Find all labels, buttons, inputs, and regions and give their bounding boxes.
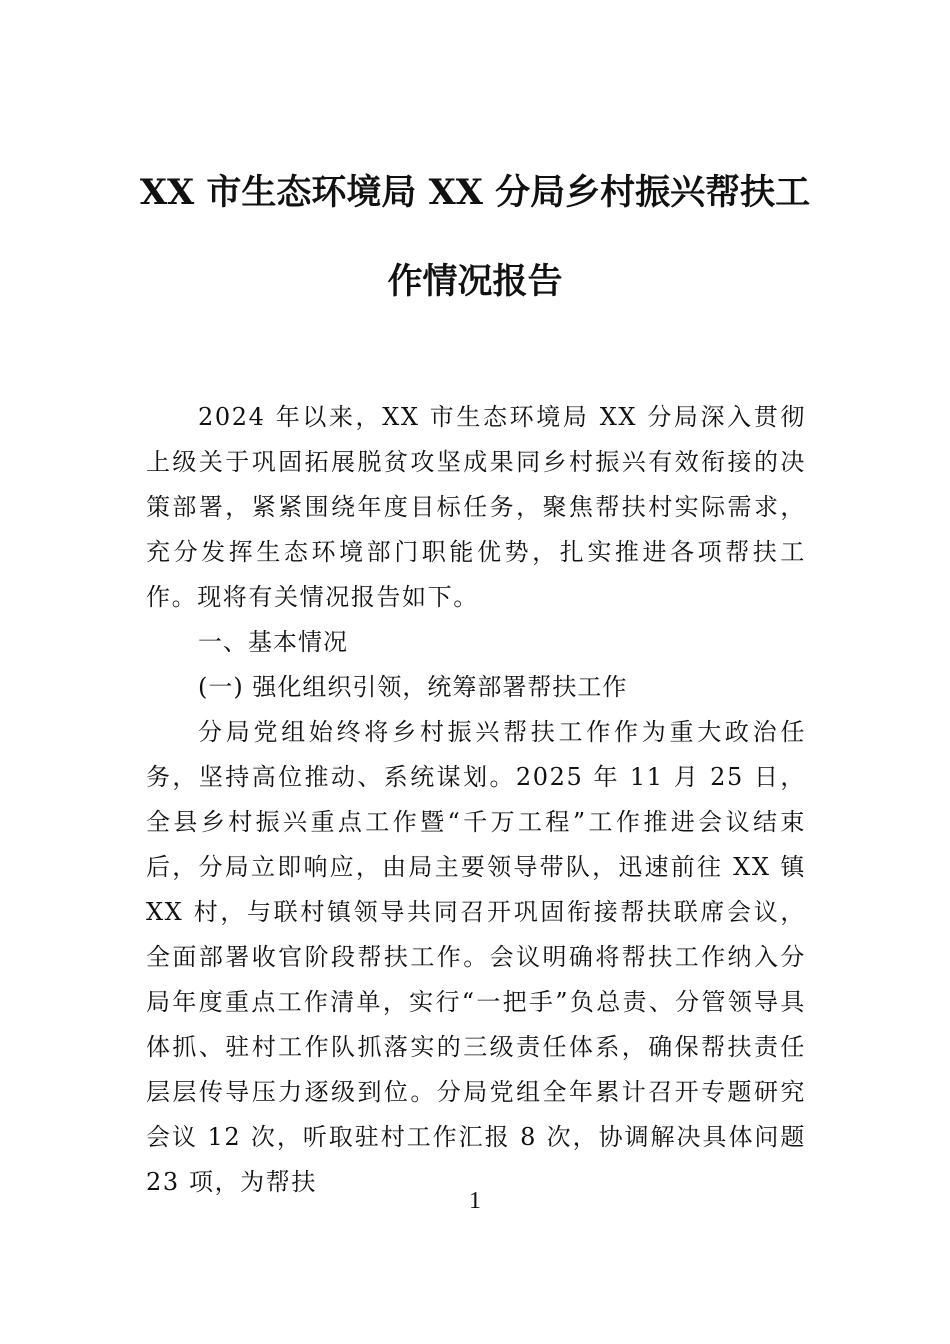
title-line-1: XX 市生态环境局 XX 分局乡村振兴帮扶工 [139, 172, 811, 213]
page-number: 1 [469, 1188, 481, 1214]
section-heading-basic-situation: 一、基本情况 [198, 628, 348, 656]
document-title [120, 168, 830, 307]
subsection-heading-1: (一) 强化组织引领，统筹部署帮扶工作 [198, 673, 628, 701]
document-body [146, 395, 806, 1205]
body-paragraph-2: 分局党组始终将乡村振兴帮扶工作作为重大政治任务，坚持高位推动、系统谋划。2025 年 11 月 25 日，全县乡村振兴重点工作暨“千万工程”工作推进会议结束后，分局立即响应，由局主要领导带队，迅速前往 XX 镇 XX 村，与联村镇领导共同召开巩固衔接帮扶联席会议，全面部署收官阶段帮扶工作。会议明确将帮扶工作纳入分局年度重点工作清单，实行“一把手”负总责、分管领导具体抓、驻村工作队抓落实的三级责任体系，确保帮扶责任层层传导压力逐级到位。分局党组全年累计召开专题研究会议 12 次，听取驻村工作汇报 8 次，协调解决具体问题 23 项，为帮扶 [146, 718, 806, 1196]
title-line-2: 作情况报告 [387, 261, 563, 302]
intro-paragraph: 2024 年以来，XX 市生态环境局 XX 分局深入贯彻上级关于巩固拓展脱贫攻坚成果同乡村振兴有效衔接的决策部署，紧紧围绕年度目标任务，聚焦帮扶村实际需求，充分发挥生态环境部门职能优势，扎实推进各项帮扶工作。现将有关情况报告如下。 [146, 403, 806, 611]
